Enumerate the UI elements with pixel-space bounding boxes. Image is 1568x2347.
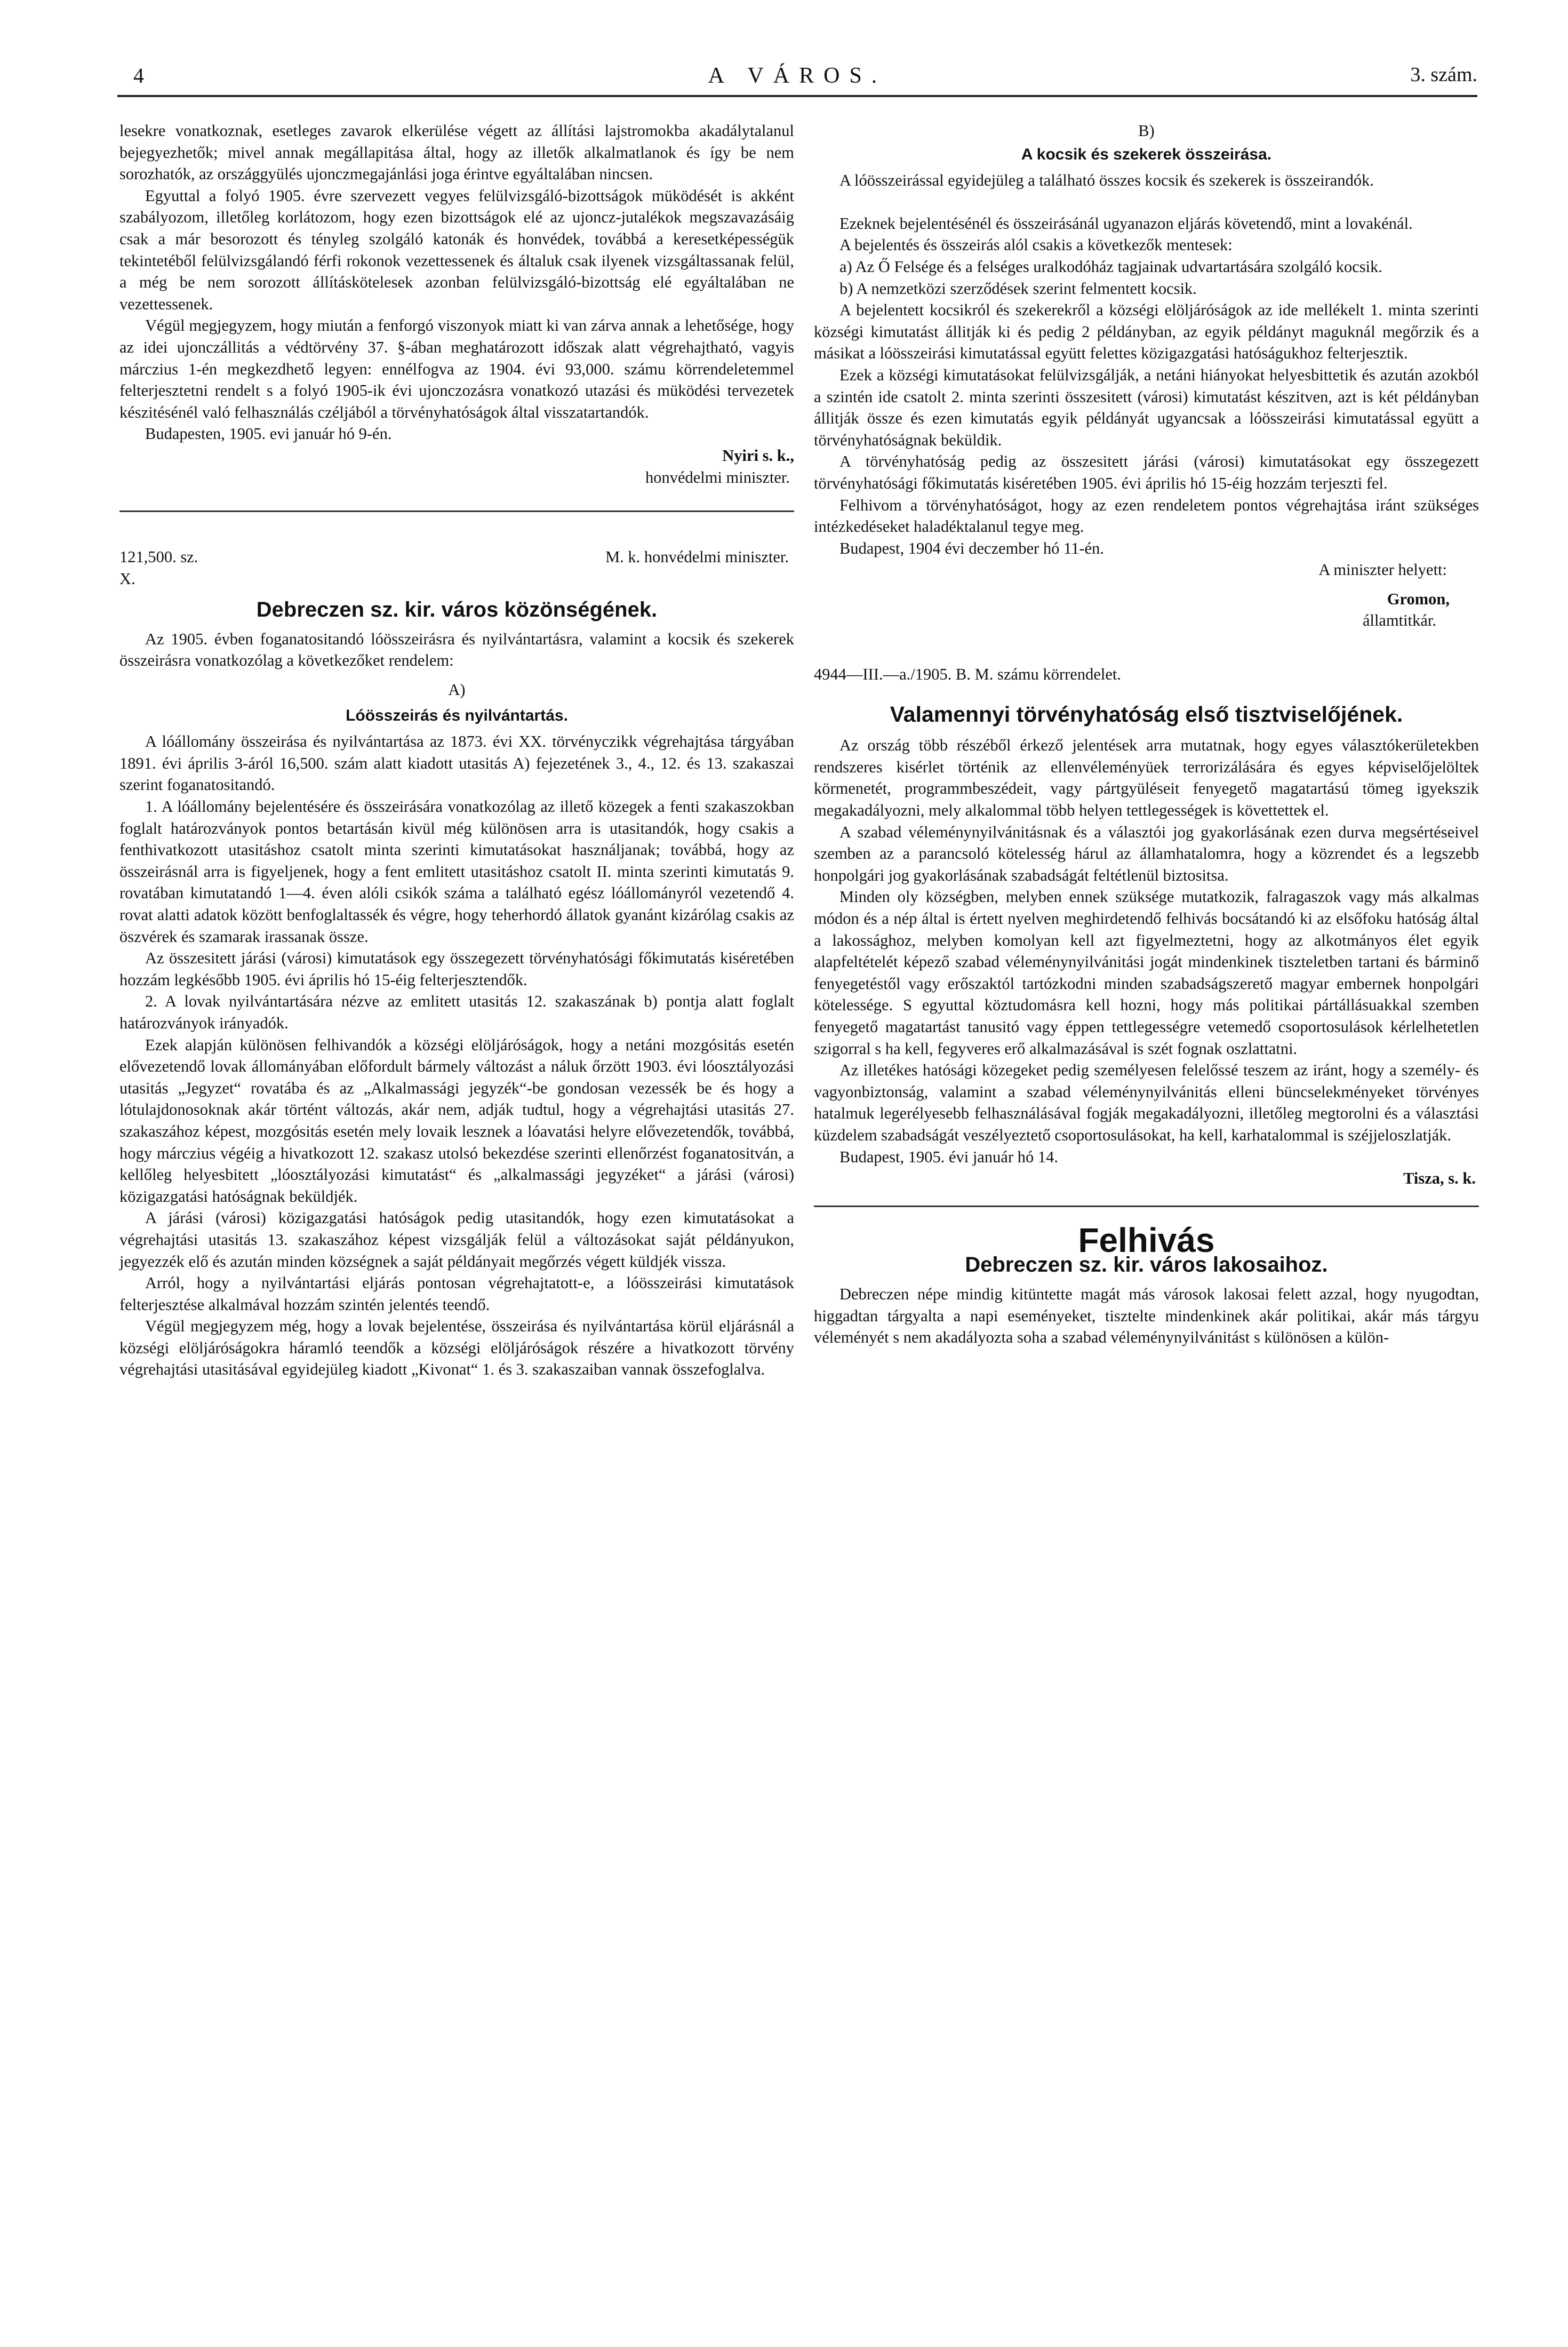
- paragraph: A szabad véleménynyilvánitásnak és a választói jog gyakorlásának ezen durva megsértéseivel szemben az a parancsoló kötelesség hárul az államhatalomra, hogy a közrendet és a legszebb honpolgári jog gyakorlásának szabadságát feltétlenül biztositsa.: [814, 823, 1479, 884]
- paragraph: Az illetékes hatósági közegeket pedig személyesen felelőssé teszem az iránt, hogy a személy- és vagyonbiztonság, valamint a szabad véleménynyilvánitás elleni büncselekményeket törvényes hatalmuk legerélyesebb felhasználásával fogják megakadályozni, illetőleg megtorolni és a választási küzdelem szabadságát veszélyeztető csoportosulásokat, ha kell, karhatalommal is széjjeloszlatják.: [814, 1061, 1479, 1144]
- heading-2: Valamennyi törvényhatóság első tisztviselőjének.: [890, 701, 1403, 727]
- section-b-title: A kocsik és szekerek összeirása.: [1021, 145, 1272, 163]
- left-column: [119, 120, 794, 1380]
- intro-paragraph: Egyuttal a folyó 1905. évre szervezett vegyes felülvizsgáló-bizottságok müködését is akként szabályozom, illetőleg korlátozom, hogy ezen bizottságok elé az ujoncz-jutalékok megszavazásáig csak a már besorozott és tényleg szolgáló katonák és honvédek, továbbá a keresetképességük tekintetéből felülvizsgálandó férfi rokonok vezettessenek és általuk csak ilyenek vizsgáltassanak felül, a még be nem sorozott állításkötelesek azonban felülvizsgáló-bizottság elé egyáltalában ne vezettessenek.: [119, 186, 794, 313]
- ref-number: 121,500. sz.: [119, 548, 198, 566]
- section-b-label: B): [1138, 122, 1155, 140]
- felhivas-title: Felhivás: [1078, 1220, 1215, 1259]
- section-a-label: A): [448, 681, 466, 699]
- paragraph: A törvényhatóság pedig az összesitett járási (városi) kimutatásokat egy összegezett törvényhatósági főkimutatás kiséretében 1905. évi április hó 15-éig hozzám terjeszti fel.: [814, 452, 1479, 492]
- reference-line: [119, 546, 794, 568]
- paragraph: Arról, hogy a nyilvántartási eljárás pontosan végrehajtatott-e, a lóösszeirási kimutatások felterjesztése alkalmával hozzám szintén jelentés teendő.: [119, 1274, 794, 1314]
- ref-issuer: M. k. honvédelmi miniszter.: [605, 548, 789, 566]
- paragraph: Minden oly községben, melyben ennek szüksége mutatkozik, falragaszok vagy más alkalmas módon és a nép által is értett nyelven meghirdetendő felhivás bocsátandó ki az elsőfoku hatóság által a lakossághoz, melyben komolyan kell azt figyelmeztetni, hogy az alkotmányos élet egyik alapfeltételét képező szabad véleménynyilvánitási jogát mindenkinek tiszteletben tartani és bárminő fenyegetéstől vagy erőszaktól tartózkodni minden szabadságszerető magyar embernek honpolgári kötelessége. S egyuttal köztudomásra kell hozni, hogy más politikai pártállásuakkal szemben fenyegető magatartást tanusitó vagy éppen tettlegességre vetemedő csoportosulások kérlelhetetlen szigorral s ha kell, fegyveres erő alkalmazásával is szét fognak oszlattatni.: [814, 888, 1479, 1058]
- paragraph: A lóállomány összeirása és nyilvántartása az 1873. évi XX. törvényczikk végrehajtása tárgyában 1891. évi április 3-áról 16,500. szám alatt kiadott utasitás A) fejezetének 3., 4., 12. és 13. szakaszai szerint foganatositandó.: [119, 732, 794, 794]
- deputy-name: Gromon,: [1387, 589, 1450, 608]
- felhivas-subtitle: Debreczen sz. kir. város lakosaihoz.: [965, 1253, 1328, 1277]
- intro-paragraph: lesekre vonatkoznak, esetleges zavarok elkerülése végett az állítási lajstromokba akadálytalanul bejegyezhetők; mivel annak megállapitása által, hogy az illetők alkalmatlanok és így be nem sorozhatók, az országgyülés ujonczmegajánlási joga érintve egyáltalában nincsen.: [119, 122, 794, 183]
- paragraph: A bejelentett kocsikról és szekerekről a községi elöljáróságok az ide mellékelt 1. minta szerinti községi kimutatást állitják ki és pedig 2 példányban, az egyik példányt maguknál megőrzik és a másikat a lóösszeirási kimutatással együtt felettes közigazgatási hatóságukhoz felterjesztik.: [814, 301, 1479, 363]
- spacer: [814, 653, 1479, 664]
- paragraph: A lóösszeirással egyidejüleg a található összes kocsik és szekerek is összeirandók.: [839, 171, 1374, 190]
- spacer: [814, 632, 1479, 653]
- issue-number: 3. szám.: [1410, 63, 1477, 86]
- paragraph: A járási (városi) közigazgatási hatóságok pedig utasitandók, hogy ezen kimutatásokat a végrehajtási utasitás 13. szakaszához képest vizsgálják felül a változásokat saját példányukon, jegyezzék elő és azután minden községnek a saját példányait megőrzés végett küldjék vissza.: [119, 1209, 794, 1271]
- paragraph: 1. A lóállomány bejelentésére és összeirására vonatkozólag az illető közegek a fenti szakaszokban foglalt határozványok pontos betartásán kivül még különösen arra is utasitandók, hogy csakis a fenthivatkozott utasitáshoz csatolt minta szerinti kimutatásokat használjanak; továbbá, hogy az összeirásnál arra is figyeljenek, hogy a fent emlitett utasitáshoz csatolt II. minta szerinti kimutatás 9. rovatában kimutatandó 1—4. éven alóli csikók száma a található egész lóállományról vezetendő 4. rovat alatti adatok között benfoglaltassék és végre, hogy teherhordó állatok gyanánt kizárólag csakis az öszvérek és szamarak irassanak össze.: [119, 797, 794, 946]
- body-intro: Az 1905. évben foganatositandó lóösszeirásra és nyilvántartásra, valamint a kocsik és szekerek összeirásra vonatkozólag a következőket rendelem:: [119, 629, 794, 670]
- page-title: A VÁROS.: [708, 63, 887, 88]
- paragraph: a) Az Ő Felsége és a felséges uralkodóház tagjainak udvartartására szolgáló kocsik.: [839, 257, 1382, 276]
- date-line: Budapesten, 1905. evi január hó 9-én.: [145, 425, 392, 443]
- right-column: [814, 120, 1479, 1348]
- spacer: [814, 191, 1479, 213]
- paragraph: Végül megjegyzem még, hogy a lovak bejelentése, összeirása és nyilvántartása körül eljárásnál a községi elöljáróságokra háramló teendők a községi elöljáróságok részére a hivatkozott törvény végrehajtási utasitásával egyidejüleg kiadott „Kivonat“ 1. és 3. szakaszaiban vannak összefoglalva.: [119, 1317, 794, 1379]
- main-heading: Debreczen sz. kir. város közönségének.: [256, 598, 658, 622]
- signature-2: Tisza, s. k.: [1403, 1169, 1476, 1188]
- felhivas-text: Debreczen népe mindig kitüntette magát más városok lakosai felett azzal, hogy nyugodtan, higgadtan tárgyalta a napi eseményeket, tisztelte mindenkinek akár politikai, akár más tárgyu véleményét s nem akadályozta soha a szabad véleménynyilvánitást s különösen a külön-: [814, 1284, 1479, 1347]
- paragraph: Ezek alapján különösen felhivandók a községi elöljáróságok, hogy a netáni mozgósitás esetén elővezetendő lovak állományában előfordult bármely változást a náluk őrzött 1903. évi lóosztályozási utasitás „Jegyzet“ rovatába és az „Alkalmassági jegyzék“-be gondosan vezessék be és hogy a lótulajdonosoknak akár történt változás, akár nem, adják tudtul, hogy a végrehajtási utasitás 27. szakaszához képest, mozgósitás esetén mely lovaik lesznek a lóavatási helyre elővezetendők, továbbá, hogy márczius végéig a hivatkozott 12. szakasz utolsó bekezdése szerinti ellenőrzést foganatositván, a kellőleg helyesbitett „lóosztályozási kimutatást“ és „alkalmassági jegyzéket“ a járási (városi) közigazgatási hatóságnak beküldjék.: [119, 1035, 794, 1206]
- section-a-title: Lóösszeirás és nyilvántartás.: [346, 706, 568, 724]
- ref-roman: X.: [119, 569, 135, 588]
- paragraph: 2. A lovak nyilvántartására nézve az emlitett utasitás 12. szakaszának b) pontja alatt foglalt határozványok irányadók.: [119, 992, 794, 1032]
- paragraph: Az összesitett járási (városi) kimutatások egy összegezett törvényhatósági főkimutatás kiséretében hozzám legkésőbb 1905. évi április hó 15-éig felterjesztendők.: [119, 949, 794, 989]
- ref2: 4944—III.—a./1905. B. M. számu körrendelet.: [814, 665, 1121, 684]
- paragraph: Felhivom a törvényhatóságot, hogy az ezen rendeletem pontos végrehajtása iránt szükséges intézkedéseket haladéktalanul tegye meg.: [814, 496, 1479, 536]
- paragraph: A bejelentés és összeirás alól csakis a következők mentesek:: [839, 236, 1233, 254]
- date-line: Budapest, 1904 évi deczember hó 11-én.: [839, 539, 1105, 557]
- paragraph: Ezek a községi kimutatásokat felülvizsgálják, a netáni hiányokat helyesbittetik és azután azokból a szintén ide csatolt 2. minta szerinti összesitett (városi) kimutatást készitven, azt is két példányban állitják össze és ezen kimutatás egyik példányát ugyancsak a lóösszeirási kimutatással együtt a törvényhatóságnak beküldik.: [814, 365, 1479, 449]
- paragraph: Az ország több részéből érkező jelentések arra mutatnak, hogy egyes választókerületekben rendszeres kisérlet történik az ellenvéleményüek terrorizálására és egyes képviselőjelöltek körmenetét, programmbeszédeit, vagy pártgyüléseit fenyegető magatartású tömeg igyekszik megakadályozni, mely alkalommal több helyen tettlegességek is követtettek el.: [814, 736, 1479, 820]
- signature-title: honvédelmi miniszter.: [645, 468, 790, 486]
- intro-paragraph: Végül megjegyzem, hogy miután a fenforgó viszonyok miatt ki van zárva annak a lehetősége, hogy az idei ujonczállitás a védtörvény 37. §-ában meghatározott időszak alatt végrehajtható, vagyis márczius 1-én megkezdhető legyen: ennélfogva az 1904. évi 93,000. számu körrendeletemmel felterjesztetni rendelt s a folyó 1905-ik évi ujonczozásra vonatkozó utazási és müködési tervezetek készitésénél való felhasználás czéljából a törvényhatóságok által visszatartandók.: [119, 316, 794, 421]
- header-rule: [117, 95, 1477, 97]
- paragraph: b) A nemzetközi szerződések szerint felmentett kocsik.: [839, 279, 1197, 298]
- section-divider: [814, 1206, 1479, 1207]
- paragraph: Ezeknek bejelentésénél és összeirásánál ugyanazon eljárás követendő, mint a lovakénál.: [839, 214, 1413, 233]
- section-divider: [119, 510, 794, 512]
- page-number: 4: [133, 63, 144, 87]
- date-line: Budapest, 1905. évi január hó 14.: [839, 1147, 1058, 1166]
- deputy-title: államtitkár.: [1362, 611, 1436, 630]
- deputy-label: A miniszter helyett:: [1318, 561, 1447, 579]
- signature-name: Nyiri s. k.,: [722, 446, 794, 465]
